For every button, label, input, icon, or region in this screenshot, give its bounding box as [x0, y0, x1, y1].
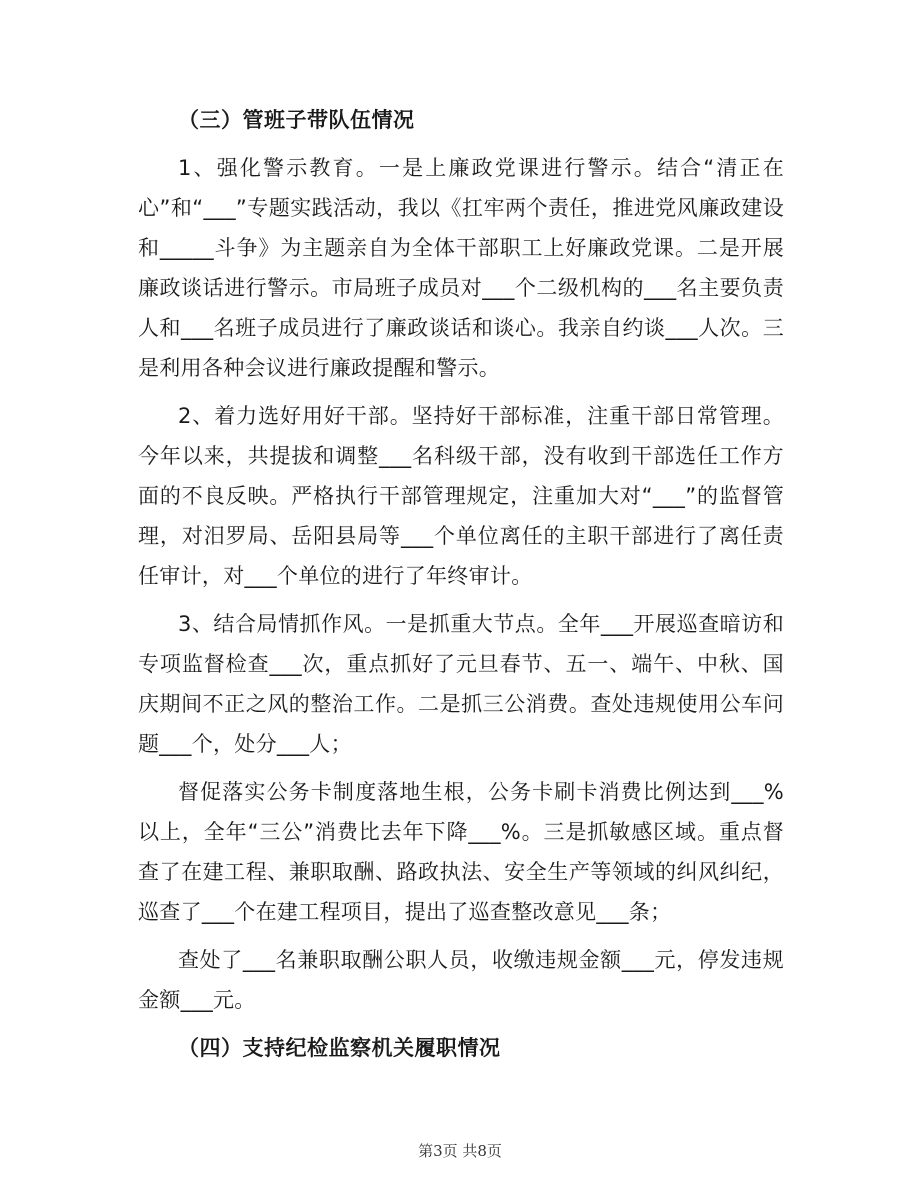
page-number-footer: 第3页 共8页 [418, 1142, 502, 1160]
paragraph-cadre-selection: 2、着力选好用好干部。坚持好干部标准，注重干部日常管理。今年以来，共提拔和调整___名科级干部，没有收到干部选任工作方面的不良反映。严格执行干部管理规定，注重加大对“___”的监督管理，对汨罗局、岳阳县局等___个单位离任的主职干部进行了离任责任审计，对___个单位的进行了年终审计。 [138, 404, 784, 588]
paragraph-warning-education: 1、强化警示教育。一是上廉政党课进行警示。结合“清正在心”和“___”专题实践活动，我以《扛牢两个责任，推进党风廉政建设和_____斗争》为主题亲自为全体干部职工上好廉政党课。二是开展廉政谈话进行警示。市局班子成员对___个二级机构的___名主要负责人和___名班子成员进行了廉政谈话和谈心。我亲自约谈___人次。三是利用各种会议进行廉政提醒和警示。 [138, 156, 784, 380]
paragraph-part-time-pay: 查处了___名兼职取酬公职人员，收缴违规金额___元，停发违规金额___元。 [138, 948, 784, 1012]
section-heading-4: （四）支持纪检监察机关履职情况 [178, 1036, 501, 1060]
paragraph-official-card: 督促落实公务卡制度落地生根，公务卡刷卡消费比例达到___%以上，全年“三公”消费比去年下降___%。三是抓敏感区域。重点督查了在建工程、兼职取酬、路政执法、安全生产等领域的纠风纠纪，巡查了___个在建工程项目，提出了巡查整改意见___条； [138, 780, 784, 924]
document-body [138, 100, 784, 1076]
section-heading-3: （三）管班子带队伍情况 [178, 108, 415, 132]
paragraph-work-style: 3、结合局情抓作风。一是抓重大节点。全年___开展巡查暗访和专项监督检查___次，重点抓好了元旦春节、五一、端午、中秋、国庆期间不正之风的整治工作。二是抓三公消费。查处违规使用公车问题___个，处分___人； [138, 612, 784, 756]
